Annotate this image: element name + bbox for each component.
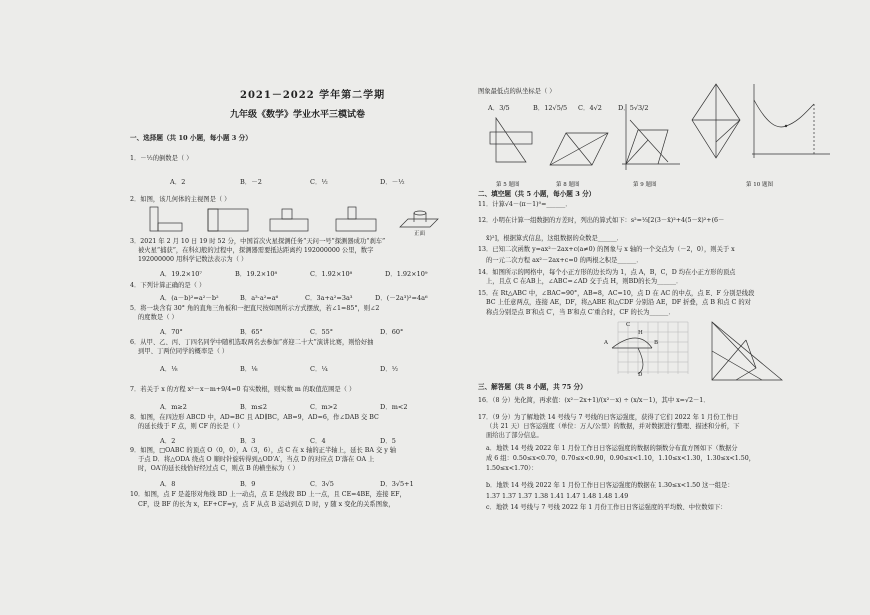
fig9-rotation-figure [618, 100, 683, 175]
q8-opt-d: D．5 [380, 437, 396, 445]
q17-line-2: （共 21 天）日客运强度（单位：万人/公里）的数据，并对数据进行整理、描述和分析，下 [486, 423, 740, 430]
q17-line-7: b．地铁 14 号线 2022 年 1 月份工作日日客运强度的数据在 1.30≤x<1.50 这一组是： [486, 482, 734, 489]
q14-label-c: C [626, 322, 631, 328]
q1-opt-d: D．－½ [380, 178, 405, 186]
q9-opt-a: A．8 [160, 480, 176, 488]
q9-line-3: 时，OA′的延长线恰好经过点 C，则点 B 的横坐标为（ ） [138, 465, 299, 472]
q12-line-2: x̄)²]，根据算式信息，这组数据的众数是______． [486, 235, 623, 242]
q14-grid-figure [608, 318, 698, 378]
q14-line-2: 上，且点 C 在AB上，∠ABC=∠AD 交于点 H，则BD的长为______． [486, 278, 683, 285]
q8-line-1: 8．如图，在四边形 ABCD 中，AD=BC 且 AD∥BC，AB=9，AD=6，作∠DAB 交 BC [130, 414, 379, 421]
q15-line-2: BC 上任意两点，连接 AE，DF，将△ABE 和△CDF 分别沿 AE，DF 折叠，点 B 和点 C 的对 [486, 299, 751, 306]
q12-line-1: 12．小明在计算一组数据的方差时，列出的算式如下：s²=⅓[2(3－x̄)²+4(5－x̄)²+(6－ [478, 217, 725, 224]
q6-opt-c: C．¼ [310, 365, 328, 373]
q5-line-2: 的度数是（ ） [138, 314, 178, 321]
q1-stem: 1．－½的倒数是（ ） [130, 155, 193, 162]
q9-opt-b: B．9 [240, 480, 256, 488]
fig8-caption: 第 8 题图 [556, 182, 580, 188]
fig10-graph [746, 82, 831, 167]
q9-opt-d: D．3√5+1 [380, 480, 414, 488]
fig9-caption: 第 9 题图 [633, 182, 657, 188]
section1-title: 一、选择题（共 10 小题，每小题 3 分） [130, 134, 252, 142]
q2-option-c-figure [270, 209, 308, 231]
q2-option-a-figure [150, 207, 182, 231]
q7-opt-c: C．m>2 [310, 403, 338, 411]
q6-opt-d: D．½ [380, 365, 399, 373]
q3-opt-d: D．1.92×10⁹ [385, 270, 428, 278]
q5-line-1: 5．将一块含有 30° 角的直角三角板和一把直尺按如图所示方式摆放，若∠1=85°，则∠2 [130, 305, 380, 312]
q2-options-figures [148, 205, 448, 235]
fig5-caption: 第 5 题图 [496, 182, 520, 188]
q1-opt-a: A．2 [170, 178, 186, 186]
q14-label-b: B [654, 340, 659, 346]
q2-option-d-figure [336, 207, 376, 231]
fig10-rhombus [690, 82, 745, 167]
q14-line-1: 14．如图所示的网格中，每个小正方形的边长均为 1，点 A，B，C，D 均在小正方形的顶点 [478, 269, 736, 276]
q13-line-1: 13．已知二次函数 y=ax²－2ax+c(a≠0) 的图象与 x 轴的一个交点为（－2，0），则关于 x [478, 246, 735, 253]
header-year: 2021－2022 学年第二学期 [240, 90, 386, 101]
q15-line-3: 称点分别是点 B′和点 C′，当 B′和点 C′重合时，CF 的长为______． [486, 309, 675, 316]
q3-line-2: 被火星“捕获”，在科幻般的过程中，探测器需要抵达距离约 192000000 公里，数字 [138, 247, 374, 254]
q15-triangle-figure [706, 318, 786, 388]
q7-stem: 7．若关于 x 的方程 x²－x－m+9/4=0 有实数根，则实数 m 的取值范围是（ ） [130, 386, 356, 393]
q10-line-2: CF，设 BF 的长为 x，EF+CF=y，点 F 从点 B 运动到点 D 时，y 随 x 变化的关系图象， [138, 501, 395, 508]
q8-opt-a: A．2 [160, 437, 176, 445]
q9-line-1: 9．如图，□OABC 的顶点 O（0，0），A（3，6），点 C 在 x 轴的正半轴上，延长 BA 交 y 轴 [130, 447, 397, 454]
q4-stem: 4．下列计算正确的是（ ） [130, 282, 206, 289]
q5-opt-d: D．60° [380, 328, 404, 336]
q2-solid-figure [400, 211, 438, 227]
q1-opt-c: C．½ [310, 178, 328, 186]
q3-line-3: 192000000 用科学记数法表示为（ ） [138, 256, 248, 263]
q5-opt-c: C．55° [310, 328, 333, 336]
q13-line-2: 的一元二次方程 ax²－2ax+c=0 的两根之积是______． [486, 257, 643, 264]
q10-opt-d: D．5√3/2 [618, 104, 649, 112]
q16: 16．（8 分）先化简，再求值：(x²－2x+1)/(x²－x) ÷ (x/x－1)，其中 x=√2－1． [478, 397, 710, 404]
header-exam-title: 九年级《数学》学业水平三模试卷 [230, 110, 366, 120]
q10-continued: 图象最低点的纵坐标是（ ） [478, 88, 556, 95]
q9-line-2: 于点 D．将△ODA 绕点 O 顺时针旋转得到△OD′A′，当点 D 的对应点 D′落在 OA 上 [138, 456, 375, 463]
q6-opt-b: B．⅙ [240, 365, 258, 373]
q3-opt-b: B．19.2×10⁸ [235, 270, 278, 278]
q17-line-8: 1.37 1.37 1.37 1.38 1.41 1.47 1.48 1.48 1.49 [486, 493, 629, 500]
q2-stem: 2．如图，该几何体的主视图是（ ） [130, 196, 231, 203]
q7-opt-b: B．m≤2 [240, 403, 268, 411]
q4-opt-c: C．3a+a²=3a³ [305, 294, 353, 302]
q7-opt-a: A．m≥2 [160, 403, 187, 411]
q2-option-b-figure [208, 209, 248, 231]
q14-label-h: H [638, 330, 643, 336]
q17-line-9: c．地铁 14 号线与 7 号线 2022 年 1 月份工作日日客运强度的平均数、中位数如下： [486, 504, 727, 511]
fig10-caption: 第 10 题图 [746, 182, 773, 188]
q5-opt-b: B．65° [240, 328, 263, 336]
q17-line-4: a．地铁 14 号线 2022 年 1 月份工作日日客运强度的数据的频数分布直方图如下（数据分 [486, 445, 738, 452]
q17-line-6: 1.50≤x<1.70）： [486, 465, 538, 472]
q6-opt-a: A．⅛ [160, 365, 178, 373]
q1-opt-b: B．－2 [240, 178, 262, 186]
q2-front-label: 正面 [414, 231, 426, 237]
q17-line-1: 17．（9 分）为了解地铁 14 号线与 7 号线的日客运强度，获得了它们 2022 年 1 月份工作日 [478, 414, 739, 421]
q14-label-a: A [604, 340, 608, 346]
q6-line-2: 到甲、丁两位同学的概率是（ ） [138, 348, 229, 355]
q5-opt-a: A．70° [160, 328, 183, 336]
q8-line-2: 的延长线于 F 点，则 CF 的长是（ ） [138, 423, 244, 430]
q10-opt-c: C．4√2 [578, 104, 602, 112]
q10-opt-b: B．12√5/5 [533, 104, 568, 112]
q3-opt-a: A．19.2×10⁷ [160, 270, 202, 278]
fig5-ruler-triangle [486, 116, 536, 176]
q3-line-1: 3．2021 年 2 月 10 日 19 时 52 分，中国首次火星探测任务“天问一号”探测器成功“刹车” [130, 238, 386, 245]
section2-title: 二、填空题（共 5 小题，每小题 3 分） [478, 190, 596, 198]
q6-line-1: 6．从甲、乙、丙、丁四名同学中随机选取两名去参加“喜迎二十大”演讲比赛，则恰好抽 [130, 339, 374, 346]
q11: 11．计算√4－(π－1)⁰=______． [478, 201, 572, 208]
q9-opt-c: C．3√5 [310, 480, 334, 488]
section3-title: 三、解答题（共 8 小题，共 75 分） [478, 383, 587, 391]
q14-label-d: D [638, 372, 643, 378]
fig8-parallelogram [546, 125, 611, 175]
q4-opt-d: D．(－2a³)²=4a⁶ [375, 294, 428, 302]
q8-opt-c: C．4 [310, 437, 326, 445]
q3-opt-c: C．1.92×10⁸ [310, 270, 353, 278]
q10-opt-a: A．3/5 [488, 104, 510, 112]
q17-line-3: 面给出了部分信息。 [486, 432, 543, 439]
q4-opt-a: A．(a－b)²=a²－b² [160, 294, 219, 302]
q17-line-5: 成 6 组：0.50≤x<0.70，0.70≤x<0.90，0.90≤x<1.10，1.10≤x<1.30，1.30≤x<1.50， [486, 455, 756, 462]
q4-opt-b: B．a³·a²=a⁶ [240, 294, 279, 302]
q8-opt-b: B．3 [240, 437, 256, 445]
q15-line-1: 15．在 Rt△ABC 中，∠BAC=90°，AB=8，AC=10，点 D 在 AC 的中点，点 E、F 分别是线段 [478, 290, 755, 297]
q10-line-1: 10．如图，点 F 是菱形对角线 BD 上一动点，点 E 是线段 BD 上一点，且 CE=4BE，连接 EF， [130, 491, 406, 498]
q7-opt-d: D．m<2 [380, 403, 408, 411]
